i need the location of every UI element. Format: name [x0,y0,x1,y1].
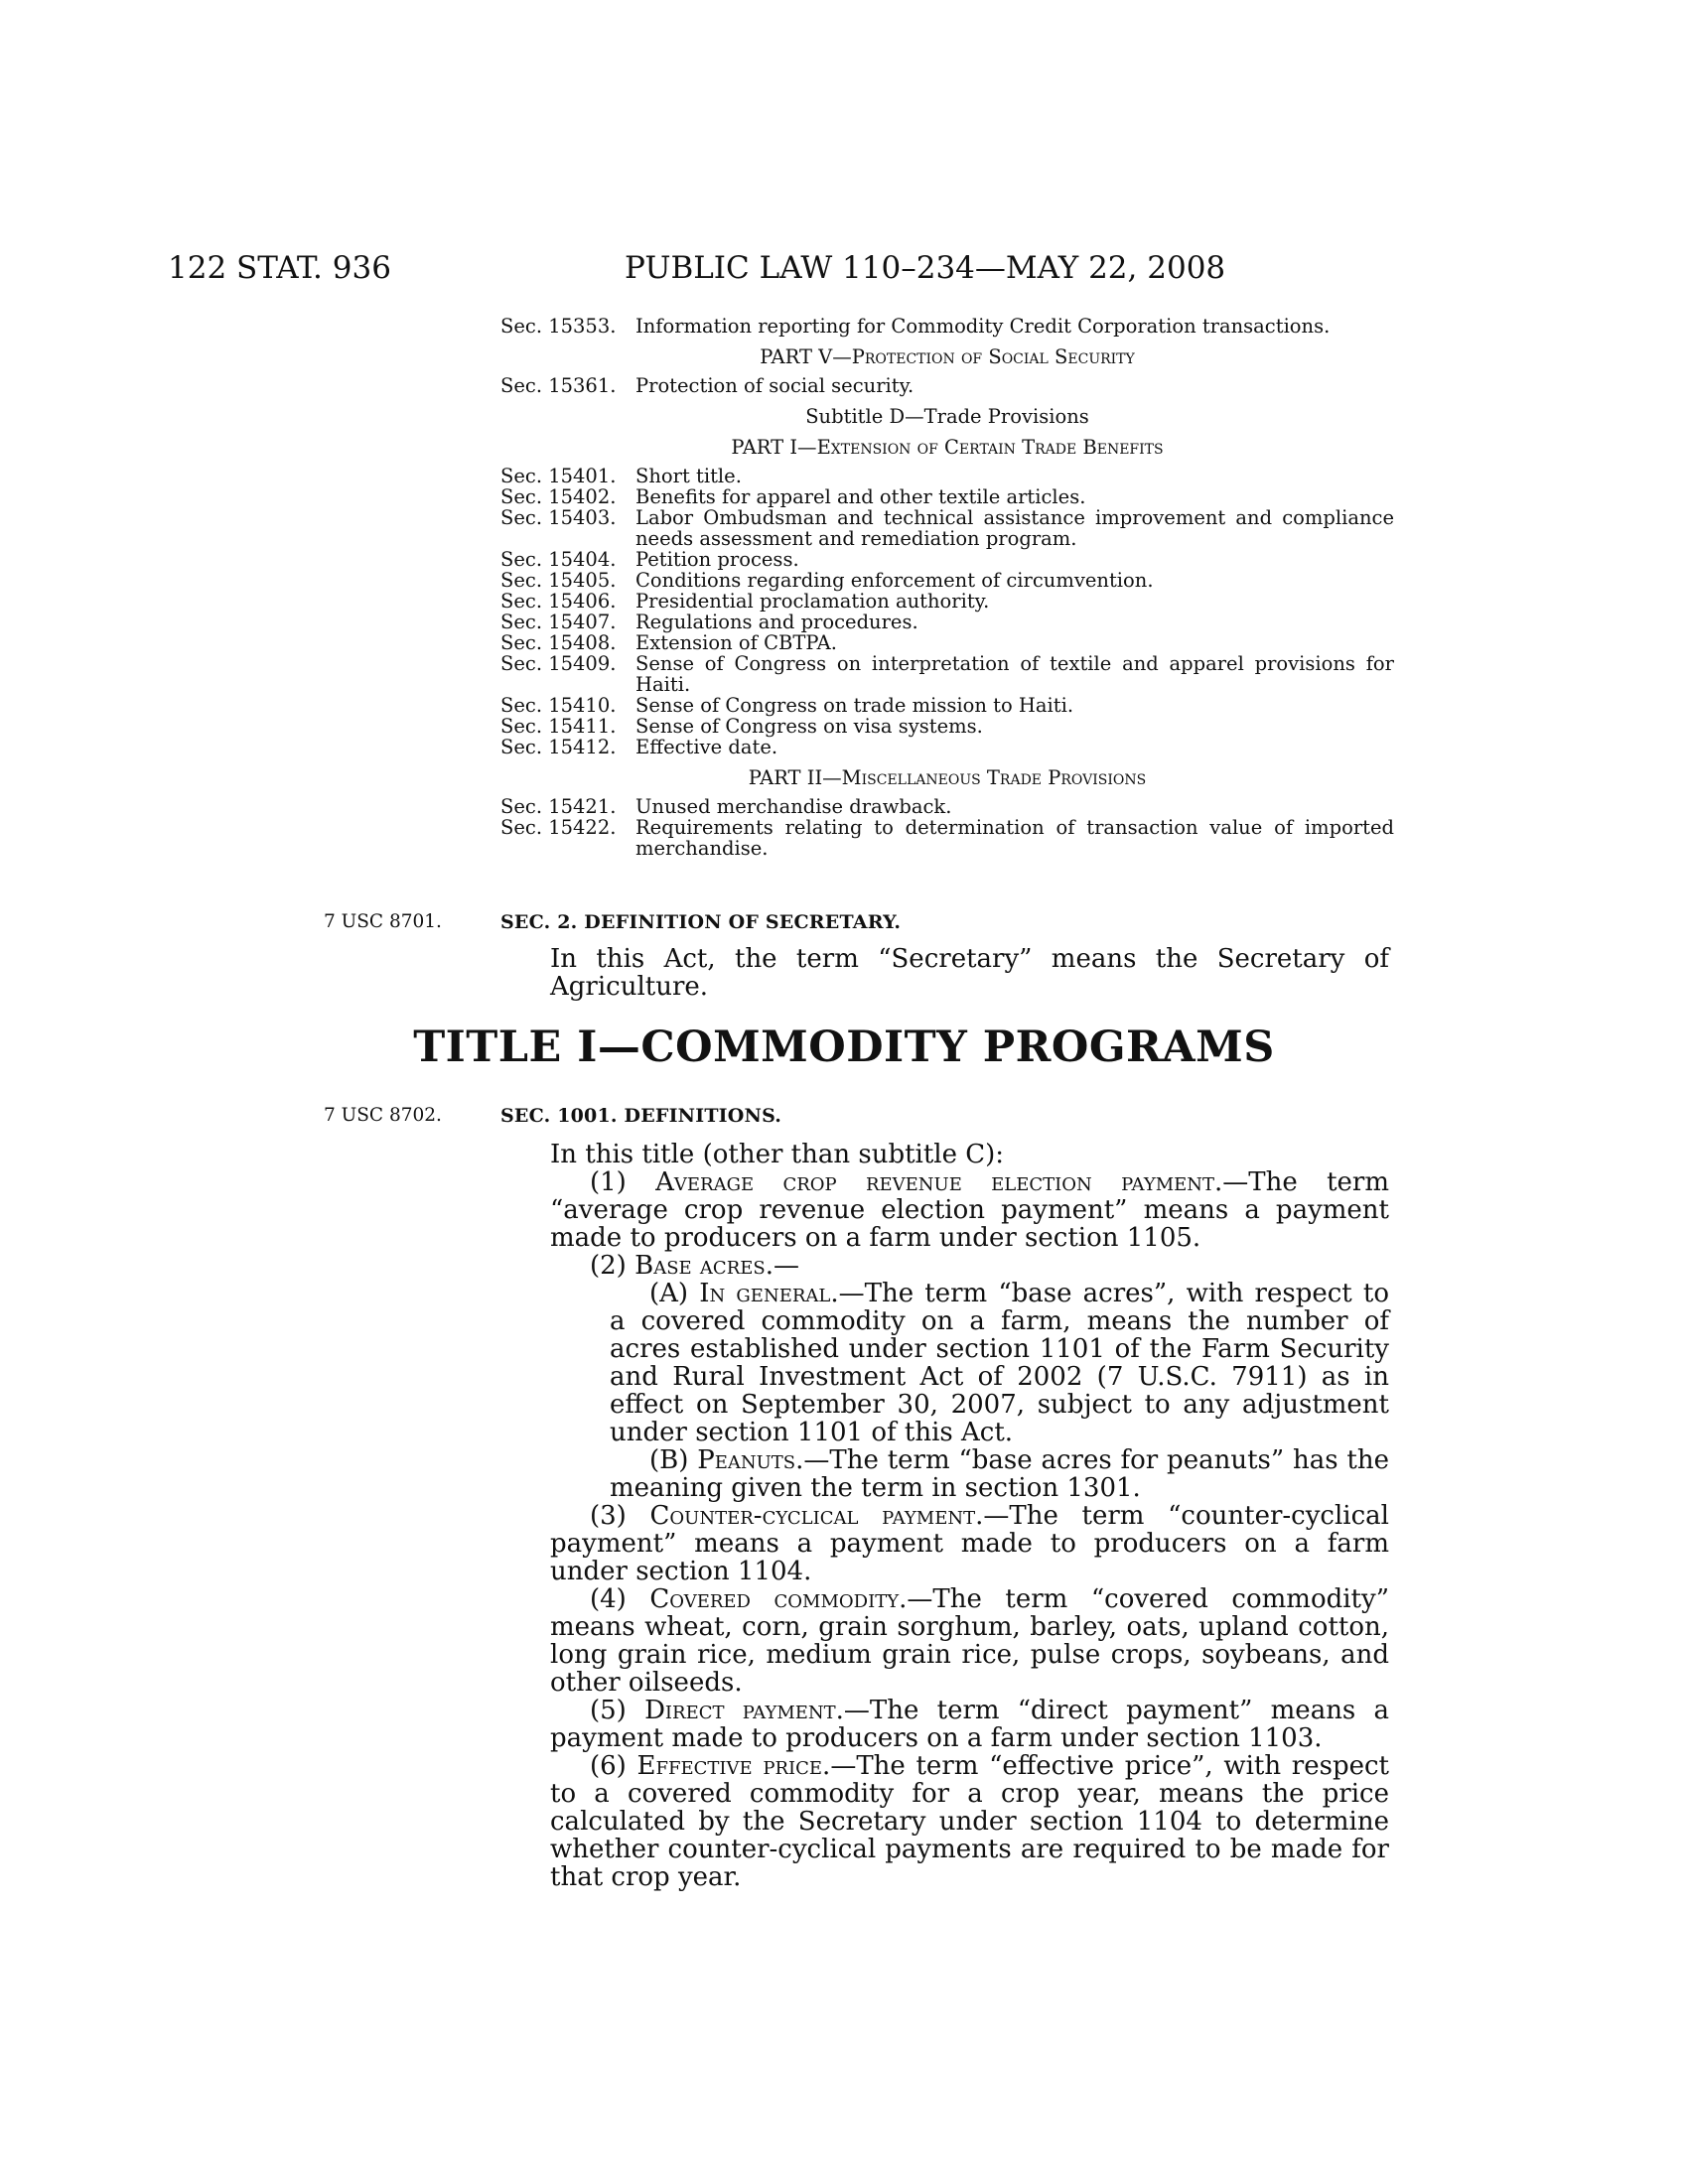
toc-section-number: Sec. 15404. [500,548,617,571]
toc-section-title: Requirements relating to determination of transaction value of imported merchandise. [635,816,1394,860]
toc-section-title: Protection of social security. [635,374,914,397]
paragraph-heading: Counter-cyclical payment. [649,1501,984,1531]
toc-entry [500,716,1394,737]
table-of-contents [500,316,1394,859]
paragraph-number: (6) [590,1751,637,1781]
toc-section-title: Regulations and procedures. [635,611,918,633]
page-stat-number: 122 STAT. 936 [168,250,391,286]
toc-part-heading [500,346,1394,367]
toc-entry [500,591,1394,612]
toc-section-number: Sec. 15406. [500,590,617,613]
toc-part-heading [500,767,1394,788]
toc-section-number: Sec. 15409. [500,652,617,675]
usc-citation-note: 7 USC 8701. [324,911,442,932]
section-text: In this Act, the term “Secretary” means the Secretary of Agriculture. [550,944,1389,1002]
toc-entry [500,695,1394,716]
toc-section-title: Extension of CBTPA. [635,631,837,654]
toc-entry [500,549,1394,570]
toc-section-title: Presidential proclamation authority. [635,590,990,613]
toc-entry [500,316,1394,337]
toc-section-title: Labor Ombudsman and technical assistance improvement and compliance needs assessment and remediation program. [635,506,1394,550]
part-label: PART I— [731,436,817,459]
toc-section-number: Sec. 15411. [500,715,617,738]
section-heading: SEC. 2. DEFINITION OF SECRETARY. [500,911,902,933]
toc-entry [500,632,1394,653]
toc-entry [500,375,1394,396]
toc-section-title: Benefits for apparel and other textile articles. [635,485,1086,508]
part-label: PART II— [748,766,842,789]
paragraph-text: —The term “base acres for peanuts” has the meaning given the term in section 1301. [610,1445,1389,1503]
paragraph-number: (2) [590,1251,635,1281]
paragraph-heading: Peanuts. [697,1445,804,1475]
paragraph-number: (5) [590,1696,645,1725]
paragraph-text: —The term “base acres”, with respect to a covered commodity on a farm, means the number of acres established under section 1101 of the Farm Security and Rural Investment Act of 2002 (7 U.S.C. 7911) as in effect on September 30, 2007, subject to any adjustment under section 1101 of this Act. [610,1279,1389,1447]
paragraph-heading: Effective price. [636,1751,831,1781]
toc-section-number: Sec. 15421. [500,795,617,818]
paragraph-heading: Direct payment. [644,1696,844,1725]
definition-6 [500,1752,1389,1891]
part-label: PART V— [760,345,852,368]
toc-section-number: Sec. 15410. [500,694,617,717]
toc-section-title: Conditions regarding enforcement of circumvention. [635,569,1154,592]
toc-section-number: Sec. 15407. [500,611,617,633]
paragraph-number: (A) [649,1279,700,1308]
definition-1 [500,1168,1389,1252]
toc-section-title: Sense of Congress on trade mission to Haiti. [635,694,1074,717]
toc-section-number: Sec. 15402. [500,485,617,508]
toc-entry [500,570,1394,591]
paragraph-number: (4) [590,1584,650,1614]
paragraph-text: —The term “counter-cyclical payment” means a payment made to producers on a farm under section 1104. [550,1501,1389,1586]
section-1001 [500,1105,1389,1891]
definition-2b [500,1446,1389,1502]
paragraph-text: — [774,1251,799,1281]
toc-section-number: Sec. 15353. [500,315,617,338]
toc-section-title: Short title. [635,465,742,487]
toc-entry [500,612,1394,632]
toc-section-number: Sec. 15412. [500,736,617,758]
toc-subtitle-heading: Subtitle D—Trade Provisions [805,405,1089,428]
toc-section-title: Unused merchandise drawback. [635,795,952,818]
definition-5 [500,1697,1389,1752]
toc-section-number: Sec. 15405. [500,569,617,592]
paragraph-text: —The term “average crop revenue election payment” means a payment made to producers on a farm under section 1105. [550,1167,1389,1253]
toc-section-number: Sec. 15403. [500,506,617,529]
section-2 [500,911,1389,1001]
toc-entry [500,466,1394,486]
section-intro: In this title (other than subtitle C): [550,1140,1005,1169]
toc-entry [500,507,1394,549]
toc-section-title: Sense of Congress on visa systems. [635,715,983,738]
paragraph-text: —The term “covered commodity” means wheat, corn, grain sorghum, barley, oats, upland cotton, long grain rice, medium grain rice, pulse crops, soybeans, and other oilseeds. [550,1584,1389,1698]
definition-2 [500,1252,1389,1280]
definition-3 [500,1502,1389,1585]
toc-part-heading [500,437,1394,458]
definition-2a [500,1280,1389,1446]
toc-section-number: Sec. 15401. [500,465,617,487]
toc-entry [500,653,1394,695]
part-title: Extension of Certain Trade Benefits [816,436,1164,459]
toc-section-number: Sec. 15408. [500,631,617,654]
toc-section-number: Sec. 15361. [500,374,617,397]
paragraph-heading: Average crop revenue election payment. [655,1167,1223,1197]
paragraph-heading: Base acres. [634,1251,774,1281]
paragraph-number: (1) [590,1167,656,1197]
part-title: Protection of Social Security [851,345,1135,368]
toc-section-title: Information reporting for Commodity Credit Corporation transactions. [635,315,1331,338]
toc-entry [500,796,1394,817]
section-heading: SEC. 1001. DEFINITIONS. [500,1105,782,1127]
definition-4 [500,1585,1389,1697]
paragraph-heading: Covered commodity. [649,1584,908,1614]
paragraph-text: —The term “direct payment” means a payment made to producers on a farm under section 1103. [550,1696,1390,1753]
toc-section-title: Petition process. [635,548,799,571]
toc-section-title: Sense of Congress on interpretation of textile and apparel provisions for Haiti. [635,652,1394,696]
paragraph-number: (B) [649,1445,698,1475]
toc-section-number: Sec. 15422. [500,816,617,839]
toc-entry [500,486,1394,507]
paragraph-heading: In general. [699,1279,839,1308]
toc-entry [500,817,1394,859]
paragraph-number: (3) [590,1501,650,1531]
toc-section-title: Effective date. [635,736,778,758]
usc-citation-note: 7 USC 8702. [324,1105,442,1126]
part-title: Miscellaneous Trade Provisions [841,766,1147,789]
paragraph-text: —The term “effective price”, with respect to a covered commodity for a crop year, means the price calculated by the Secretary under section 1104 to determine whether counter-cyclical payments are required to be made for that crop year. [550,1751,1389,1892]
toc-entry [500,737,1394,757]
running-header: PUBLIC LAW 110–234—MAY 22, 2008 [625,250,1226,286]
title-heading: TITLE I—COMMODITY PROGRAMS [413,1023,1275,1072]
